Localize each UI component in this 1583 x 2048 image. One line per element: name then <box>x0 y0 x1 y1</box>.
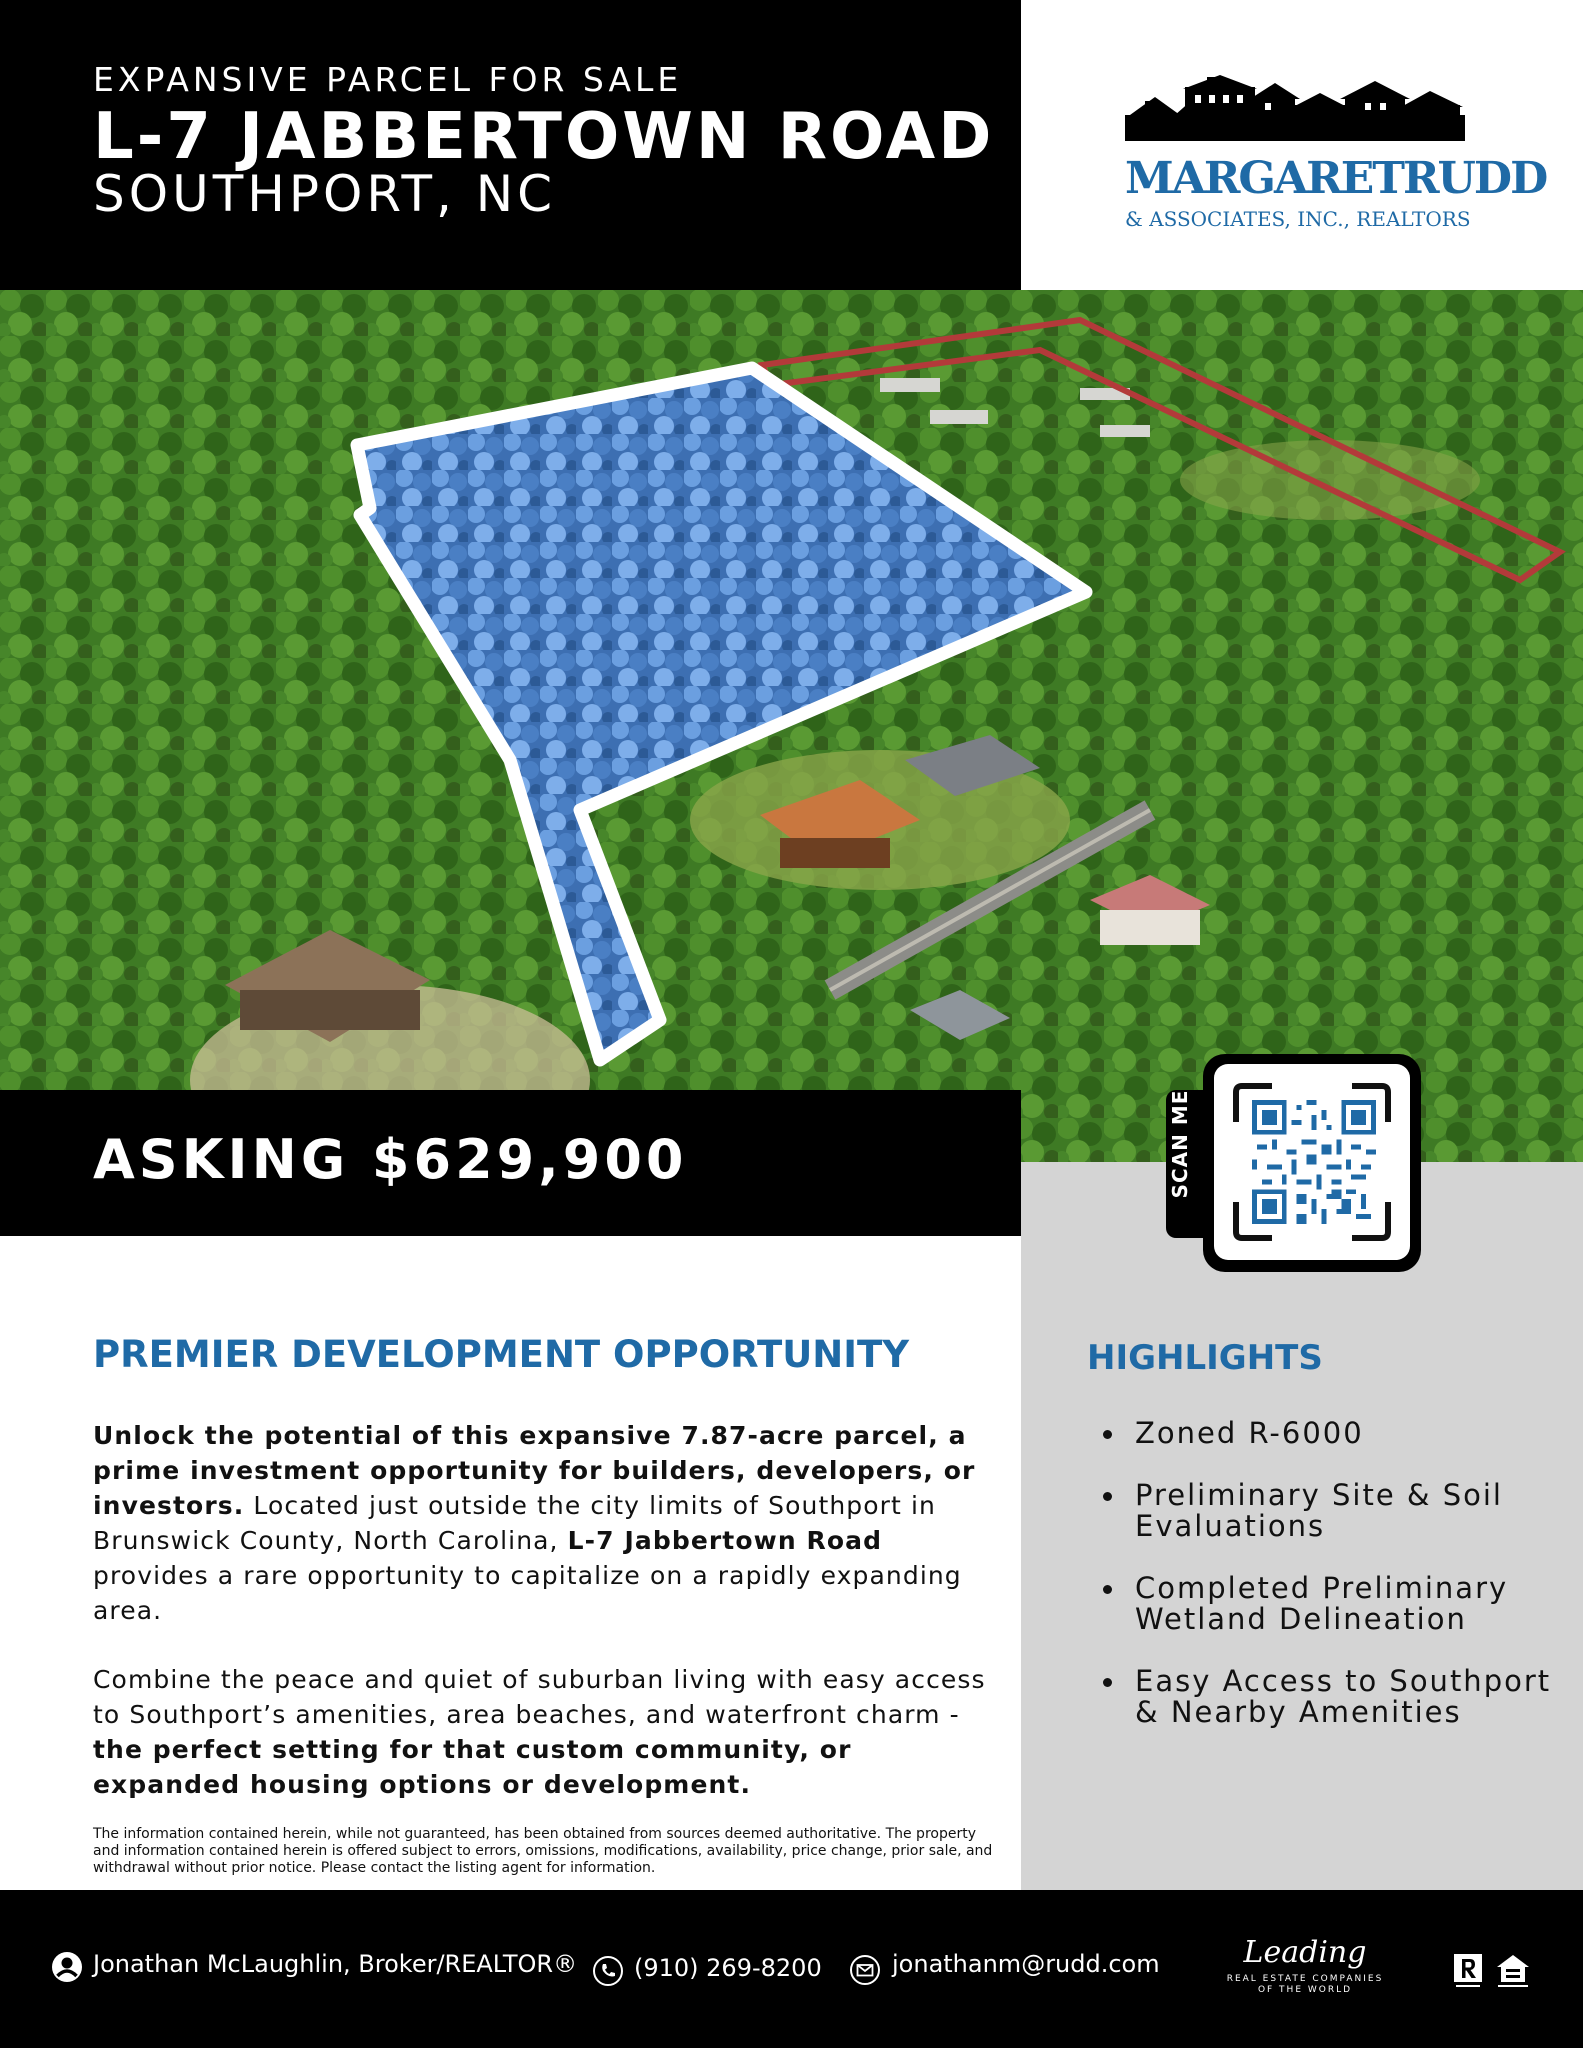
highlight-item: Preliminary Site & Soil Evaluations <box>1101 1480 1571 1542</box>
highlights-list <box>1101 1418 1571 1759</box>
realtor-r-icon <box>1452 1952 1484 1990</box>
description-paragraph-2 <box>93 1662 998 1802</box>
p1-bold: Unlock the potential of this expansive 7.87-acre parcel, a prime investment opportunity for builders, developers, or investors. <box>93 1421 976 1520</box>
p2-text: Combine the peace and quiet of suburban living with easy access to Southport’s amenities, area beaches, and waterfront charm - <box>93 1665 986 1729</box>
equal-housing-icon <box>1494 1952 1532 1990</box>
page-subtitle: SOUTHPORT, NC <box>93 165 557 223</box>
logo-name: MARGARETRUDD <box>1125 153 1547 204</box>
p1-text: Located just outside the city limits of Southport in Brunswick County, North Carolina, <box>93 1491 936 1555</box>
leading-word: Leading <box>1243 1935 1367 1970</box>
p1-text-end: provides a rare opportunity to capitalize on a rapidly expanding area. <box>93 1561 962 1625</box>
highlight-item: Easy Access to Southport & Nearby Amenities <box>1101 1666 1571 1728</box>
leading-re-logo <box>1220 1935 1390 1996</box>
highlight-item: Zoned R-6000 <box>1101 1418 1571 1449</box>
qr-code-icon[interactable] <box>1252 1100 1376 1224</box>
aerial-photo <box>0 290 1583 1162</box>
brokerage-logo <box>1125 75 1547 240</box>
page-title: L-7 JABBERTOWN ROAD <box>93 100 995 174</box>
header-eyebrow: EXPANSIVE PARCEL FOR SALE <box>93 60 683 99</box>
highlights-title: HIGHLIGHTS <box>1087 1338 1323 1378</box>
description-paragraph-1 <box>93 1418 998 1628</box>
email-icon <box>849 1954 881 1986</box>
user-icon <box>51 1951 83 1983</box>
phone-icon <box>592 1955 624 1987</box>
disclaimer: The information contained herein, while not guaranteed, has been obtained from sources deemed authoritative. The property and information contained herein is offered subject to errors, omissions, modifications, availability, price change, prior sale, and withdrawal without prior notice. Please contact the listing agent for information. <box>93 1826 993 1876</box>
email-link[interactable]: jonathanm@rudd.com <box>892 1950 1160 1978</box>
phone-link[interactable]: (910) 269-8200 <box>634 1954 822 1982</box>
agent-name: Jonathan McLaughlin, Broker/REALTOR® <box>93 1950 578 1978</box>
scan-me-label: SCAN ME <box>1168 1089 1192 1199</box>
p1-bold-address: L-7 Jabbertown Road <box>567 1526 883 1555</box>
logo-tagline: & ASSOCIATES, INC., REALTORS <box>1125 207 1471 231</box>
section-title: PREMIER DEVELOPMENT OPPORTUNITY <box>93 1333 910 1376</box>
p2-bold: the perfect setting for that custom community, or expanded housing options or development. <box>93 1735 852 1799</box>
asking-price: ASKING $629,900 <box>93 1128 688 1191</box>
leading-subtitle: REAL ESTATE COMPANIES OF THE WORLD <box>1226 1974 1384 1995</box>
houses-skyline-icon <box>1125 75 1465 150</box>
highlight-item: Completed Preliminary Wetland Delineation <box>1101 1573 1571 1635</box>
